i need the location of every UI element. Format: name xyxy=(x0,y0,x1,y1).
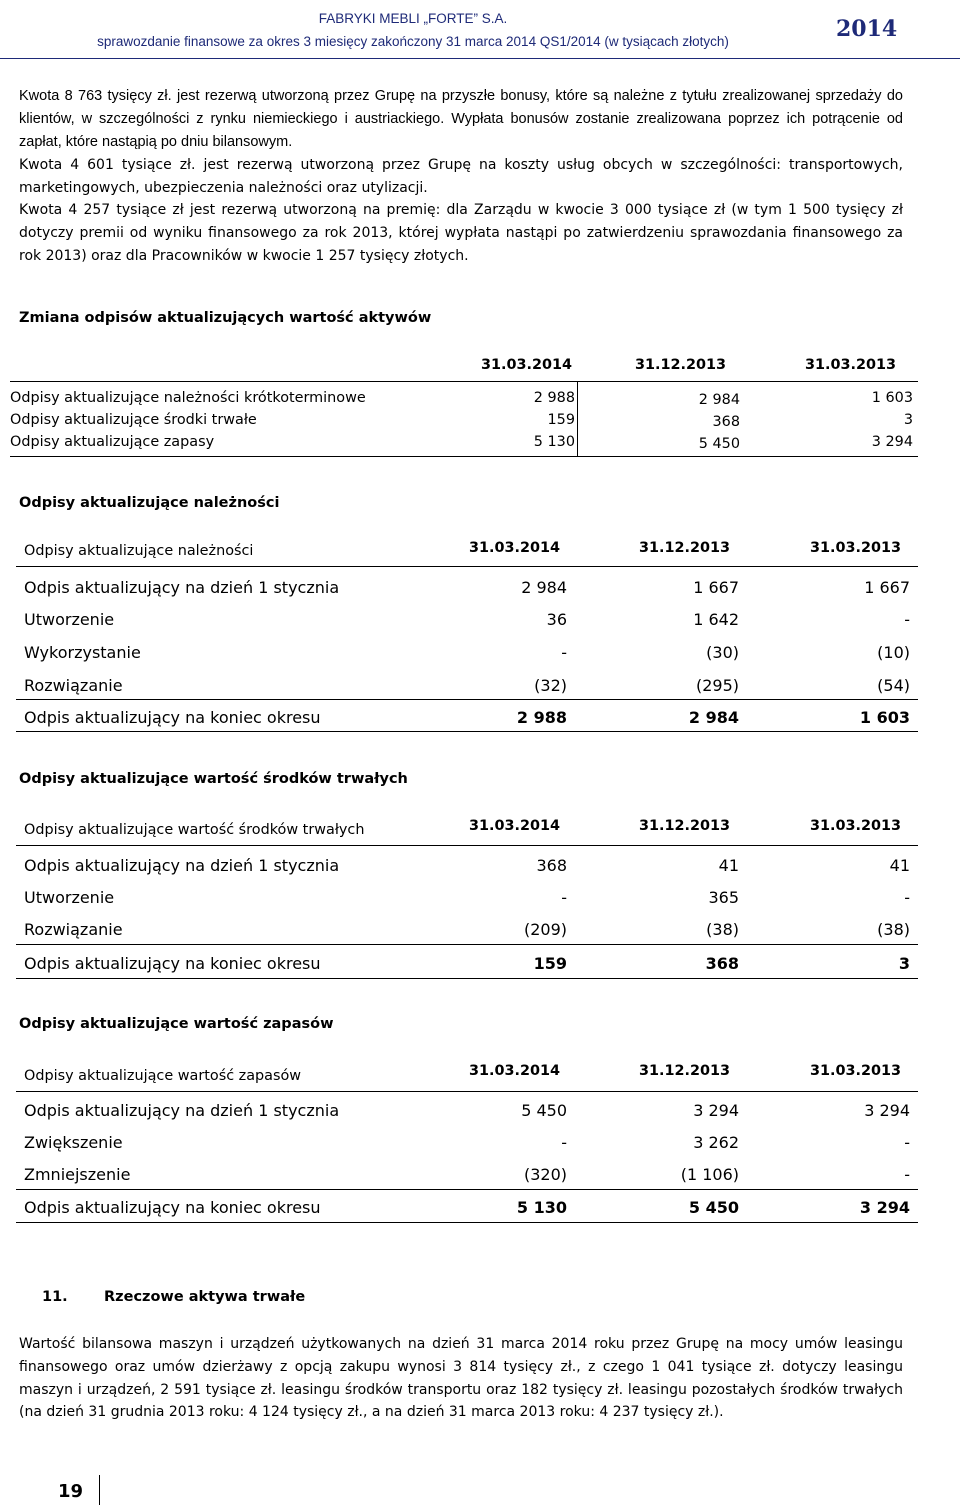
row-label: Odpis aktualizujący na koniec okresu xyxy=(24,708,321,727)
row-value: 1 642 xyxy=(693,610,739,629)
row-label: Utworzenie xyxy=(24,888,115,907)
receivables-title: Odpisy aktualizujące należności xyxy=(19,495,280,511)
row-value: 3 xyxy=(903,412,913,428)
section-11-title: Rzeczowe aktywa trwałe xyxy=(104,1289,306,1305)
row-value: (1 106) xyxy=(680,1165,739,1184)
receivables-rule-bottom xyxy=(16,731,918,732)
row-value: - xyxy=(561,888,567,907)
row-value: 3 xyxy=(898,954,910,973)
table-row xyxy=(10,434,918,456)
summary-col-3: 31.03.2013 xyxy=(804,357,896,373)
row-value: 1 603 xyxy=(859,708,910,727)
row-value: (320) xyxy=(523,1165,567,1184)
row-value: 36 xyxy=(546,610,567,629)
paragraph-services-reserve: Kwota 4 601 tysiące zł. jest rezerwą utworzoną przez Grupę na koszty usług obcych w szczególności: transportowych, marketingowych, ubezpieczenia należności oraz utylizacji. xyxy=(19,157,903,196)
row-value: 2 984 xyxy=(688,708,739,727)
header-rule xyxy=(0,58,960,59)
row-label: Odpis aktualizujący na koniec okresu xyxy=(24,1198,321,1217)
summary-col-1: 31.03.2014 xyxy=(480,357,572,373)
row-value: 3 294 xyxy=(871,434,913,450)
row-value: 3 294 xyxy=(693,1101,739,1120)
row-value: (30) xyxy=(706,643,739,662)
row-value: 3 294 xyxy=(864,1101,910,1120)
receivables-col-2: 31.12.2013 xyxy=(638,540,730,556)
paragraph-premium-reserve: Kwota 4 257 tysiące zł jest rezerwą utworzoną na premię: dla Zarządu w kwocie 3 000 tysiące zł (w tym 1 500 tysięcy zł dotyczy premii od wyniku finansowego za rok 2013, której wypłata nastąpi po zatwierdzeniu sprawozdania finansowego za rok 2013) oraz dla Pracowników w kwocie 1 257 tysięcy złotych. xyxy=(19,202,903,264)
row-value: 5 450 xyxy=(698,436,740,452)
inventory-rule-total xyxy=(16,1189,918,1190)
row-label: Odpis aktualizujący na dzień 1 stycznia xyxy=(24,856,340,875)
row-value: 41 xyxy=(889,856,910,875)
company-name: FABRYKI MEBLI „FORTE” S.A. xyxy=(318,11,508,26)
fixed-assets-head-label: Odpisy aktualizujące wartość środków trwałych xyxy=(24,822,365,838)
row-value: 1 603 xyxy=(871,390,913,406)
table-row xyxy=(10,390,918,412)
fixed-assets-col-3: 31.03.2013 xyxy=(809,818,901,834)
row-value: 159 xyxy=(533,954,567,973)
section-11-text: Wartość bilansowa maszyn i urządzeń użytkowanych na dzień 31 marca 2014 roku przez Grupę na mocy umów leasingu finansowego oraz umów dzierżawy z opcją zakupu wynosi 3 814 tysięcy zł., z czego 1 041 tysiące zł. dotyczy leasingu maszyn i urządzeń, 2 591 tysiące zł. leasingu środków transportu oraz 182 tysięcy zł. leasingu pozostałych środków trwałych (na dzień 31 grudnia 2013 roku: 4 124 tysięcy zł., a na dzień 31 marca 2013 roku: 4 237 tysięcy zł.). xyxy=(19,1336,903,1421)
report-year: 2014 xyxy=(836,16,898,42)
row-value: - xyxy=(561,643,567,662)
row-label: Odpisy aktualizujące środki trwałe xyxy=(10,412,257,428)
row-value: - xyxy=(904,1165,910,1184)
fixed-assets-col-1: 31.03.2014 xyxy=(468,818,560,834)
row-value: 5 450 xyxy=(688,1198,739,1217)
row-value: 41 xyxy=(718,856,739,875)
row-value: (32) xyxy=(534,676,567,695)
receivables-col-3: 31.03.2013 xyxy=(809,540,901,556)
row-label: Rozwiązanie xyxy=(24,676,123,695)
table-row xyxy=(10,412,918,434)
summary-col-2: 31.12.2013 xyxy=(634,357,726,373)
inventory-col-3: 31.03.2013 xyxy=(809,1063,901,1079)
summary-rule-top xyxy=(10,381,918,382)
summary-title: Zmiana odpisów aktualizujących wartość aktywów xyxy=(19,310,432,326)
row-label: Zwiększenie xyxy=(24,1133,123,1152)
row-value: (10) xyxy=(877,643,910,662)
row-value: 3 294 xyxy=(859,1198,910,1217)
summary-col-divider xyxy=(577,381,578,456)
row-value: (38) xyxy=(706,920,739,939)
row-value: (295) xyxy=(695,676,739,695)
row-value: 2 988 xyxy=(516,708,567,727)
row-value: 2 988 xyxy=(533,390,575,406)
row-label: Zmniejszenie xyxy=(24,1165,131,1184)
row-label: Rozwiązanie xyxy=(24,920,123,939)
row-value: 1 667 xyxy=(864,578,910,597)
row-value: - xyxy=(904,610,910,629)
row-value: 368 xyxy=(705,954,739,973)
row-label: Odpis aktualizujący na koniec okresu xyxy=(24,954,321,973)
row-value: 5 130 xyxy=(533,434,575,450)
row-value: (209) xyxy=(523,920,567,939)
receivables-rule-top xyxy=(16,566,918,567)
row-value: 159 xyxy=(547,412,575,428)
fixed-assets-rule-bottom xyxy=(16,978,918,979)
summary-rule-bottom xyxy=(10,456,918,457)
row-value: 5 450 xyxy=(521,1101,567,1120)
fixed-assets-rule-top xyxy=(16,845,918,846)
row-value: 368 xyxy=(536,856,567,875)
fixed-assets-title: Odpisy aktualizujące wartość środków trwałych xyxy=(19,771,408,787)
row-value: 1 667 xyxy=(693,578,739,597)
row-label: Utworzenie xyxy=(24,610,115,629)
inventory-title: Odpisy aktualizujące wartość zapasów xyxy=(19,1016,334,1032)
page-number: 19 xyxy=(58,1481,84,1502)
row-value: 2 984 xyxy=(521,578,567,597)
inventory-col-1: 31.03.2014 xyxy=(468,1063,560,1079)
row-value: 368 xyxy=(712,414,740,430)
row-value: 2 984 xyxy=(698,392,740,408)
inventory-rule-bottom xyxy=(16,1222,918,1223)
row-label: Odpisy aktualizujące należności krótkoterminowe xyxy=(10,390,366,406)
inventory-rule-top xyxy=(16,1091,918,1092)
receivables-rule-total xyxy=(16,699,918,700)
fixed-assets-rule-total xyxy=(16,944,918,945)
inventory-head-label: Odpisy aktualizujące wartość zapasów xyxy=(24,1068,302,1084)
row-value: 3 262 xyxy=(693,1133,739,1152)
row-label: Wykorzystanie xyxy=(24,643,141,662)
row-value: - xyxy=(904,888,910,907)
fixed-assets-col-2: 31.12.2013 xyxy=(638,818,730,834)
receivables-col-1: 31.03.2014 xyxy=(468,540,560,556)
row-value: 365 xyxy=(708,888,739,907)
row-value: - xyxy=(904,1133,910,1152)
paragraph-bonus-reserve: Kwota 8 763 tysięcy zł. jest rezerwą utworzoną przez Grupę na przyszłe bonusy, które są należne z tytułu zrealizowanej sprzedaży do klientów, w szczególności z rynku niemieckiego i austriackiego. Wypłata bonusów zostanie zrealizowana poprzez ich potrącenie od zapłat, które nastąpią po dniu bilansowym. xyxy=(19,88,903,150)
row-label: Odpis aktualizujący na dzień 1 stycznia xyxy=(24,578,340,597)
row-value: 5 130 xyxy=(516,1198,567,1217)
receivables-head-label: Odpisy aktualizujące należności xyxy=(24,543,254,559)
report-subtitle: sprawozdanie finansowe za okres 3 miesięcy zakończony 31 marca 2014 QS1/2014 (w tysiącach złotych) xyxy=(97,34,729,49)
row-value: - xyxy=(561,1133,567,1152)
row-value: (38) xyxy=(877,920,910,939)
row-value: (54) xyxy=(877,676,910,695)
inventory-col-2: 31.12.2013 xyxy=(638,1063,730,1079)
section-11-number: 11. xyxy=(42,1289,68,1305)
row-label: Odpis aktualizujący na dzień 1 stycznia xyxy=(24,1101,340,1120)
row-label: Odpisy aktualizujące zapasy xyxy=(10,434,215,450)
